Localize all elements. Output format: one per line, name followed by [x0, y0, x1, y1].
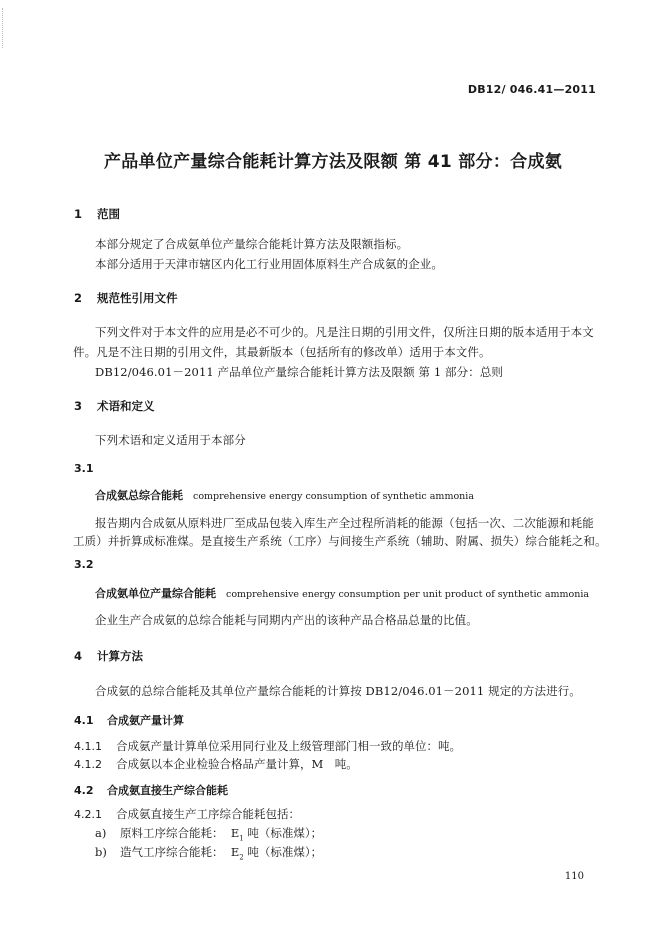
section-number: 4 — [74, 649, 83, 663]
paragraph: 下列文件对于本文件的应用是必不可少的。凡是注日期的引用文件，仅所注日期的版本适用于本文 — [95, 325, 594, 339]
variable: E — [230, 826, 240, 840]
term-zh: 合成氨单位产量综合能耗 — [95, 587, 216, 600]
list-item-a — [95, 825, 322, 842]
clause-number: 4.1.2 — [74, 758, 102, 771]
reference-entry: DB12/046.01－2011 产品单位产量综合能耗计算方法及限额 第 1 部分：总则 — [95, 365, 504, 379]
unit: 吨（标准煤）； — [247, 826, 323, 840]
section-title: 术语和定义 — [97, 399, 155, 413]
document-title: 产品单位产量综合能耗计算方法及限额 第 41 部分：合成氨 — [103, 152, 563, 172]
standard-code: DB12/ 046.41—2011 — [467, 83, 596, 96]
clause-text: 合成氨产量计算单位采用同行业及上级管理部门相一致的单位：吨。 — [116, 739, 461, 753]
list-label: b) — [95, 845, 107, 859]
section-2-heading — [74, 290, 178, 306]
clause-text: 合成氨以本企业检验合格品产量计算，M 吨。 — [116, 757, 358, 771]
definition: 报告期内合成氨从原料进厂至成品包装入库生产全过程所消耗的能源（包括一次、二次能源和耗能 — [95, 516, 594, 530]
unit: 吨（标准煤）； — [247, 845, 323, 859]
paragraph: 合成氨的总综合能耗及其单位产量综合能耗的计算按 DB12/046.01－2011 规定的方法进行。 — [95, 684, 581, 698]
scan-edge-mark — [2, 8, 6, 48]
term-3-1 — [95, 487, 474, 503]
list-item-b — [95, 844, 322, 861]
section-title: 规范性引用文件 — [97, 291, 178, 305]
clause-number: 4.1.1 — [74, 740, 102, 753]
term-en: comprehensive energy consumption of synthetic ammonia — [193, 491, 474, 502]
clause-4-1-1 — [74, 738, 461, 754]
subsection-number: 4.2 — [74, 784, 94, 797]
paragraph: 本部分适用于天津市辖区内化工行业用固体原料生产合成氨的企业。 — [95, 257, 443, 271]
subsection-title: 合成氨直接生产综合能耗 — [107, 784, 228, 797]
clause-text: 合成氨直接生产工序综合能耗包括： — [116, 807, 300, 821]
page-number: 110 — [564, 871, 584, 882]
term-3-2-number: 3.2 — [74, 558, 94, 571]
section-number: 3 — [74, 399, 83, 413]
definition-continuation: 工质）并折算成标准煤。是直接生产系统（工序）与间接生产系统（辅助、附属、损失）综合能耗之和。 — [73, 534, 607, 548]
section-3-heading — [74, 398, 155, 414]
variable: E — [230, 845, 240, 859]
list-text: 原料工序综合能耗： — [120, 826, 224, 840]
variable-subscript: 2 — [239, 853, 244, 862]
section-number: 2 — [74, 291, 83, 305]
term-3-1-number: 3.1 — [74, 462, 94, 475]
clause-4-1-2 — [74, 756, 358, 772]
section-number: 1 — [74, 207, 83, 221]
list-label: a) — [95, 826, 107, 840]
paragraph-continuation: 件。凡是不注日期的引用文件，其最新版本（包括所有的修改单）适用于本文件。 — [73, 345, 491, 359]
clause-number: 4.2.1 — [74, 808, 102, 821]
subsection-4-1-heading — [74, 712, 184, 728]
subsection-title: 合成氨产量计算 — [107, 714, 184, 727]
subsection-4-2-heading — [74, 782, 228, 798]
section-title: 范围 — [97, 207, 120, 221]
section-title: 计算方法 — [97, 649, 143, 663]
variable-subscript: 1 — [239, 834, 244, 843]
term-3-2 — [95, 585, 589, 601]
section-1-heading — [74, 206, 120, 222]
list-text: 造气工序综合能耗： — [120, 845, 224, 859]
term-en: comprehensive energy consumption per unit product of synthetic ammonia — [226, 589, 590, 600]
paragraph: 本部分规定了合成氨单位产量综合能耗计算方法及限额指标。 — [95, 237, 409, 251]
definition: 企业生产合成氨的总综合能耗与同期内产出的该种产品合格品总量的比值。 — [95, 613, 478, 627]
section-4-heading — [74, 648, 143, 664]
paragraph: 下列术语和定义适用于本部分 — [95, 433, 246, 447]
term-zh: 合成氨总综合能耗 — [95, 489, 183, 502]
clause-4-2-1 — [74, 806, 300, 822]
subsection-number: 4.1 — [74, 714, 94, 727]
